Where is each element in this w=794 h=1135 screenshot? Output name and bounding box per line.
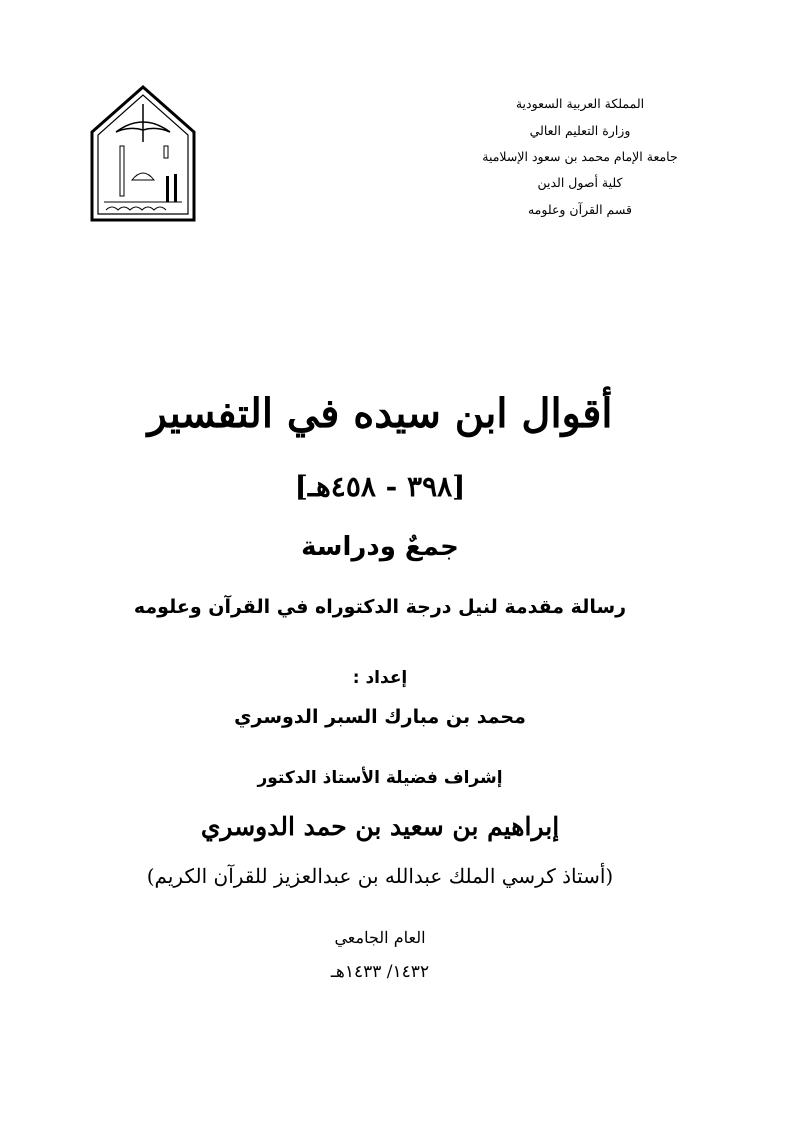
author-name: محمد بن مبارك السبر الدوسري [234, 706, 526, 728]
supervisor-title: (أستاذ كرسي الملك عبدالله بن عبدالعزيز للقرآن الكريم) [146, 864, 614, 888]
header-college: كلية أصول الدين [537, 175, 623, 190]
header-country: المملكة العربية السعودية [515, 96, 645, 111]
header-ministry: وزارة التعليم العالي [529, 123, 631, 138]
prepared-by-label: إعداد : [352, 668, 408, 688]
thesis-description: رسالة مقدمة لنيل درجة الدكتوراه في القرآن وعلومه [133, 596, 627, 618]
academic-year-label: العام الجامعي [334, 928, 426, 947]
academic-year: ١٤٣٢/ ١٤٣٣هـ [330, 962, 430, 982]
university-emblem-icon [88, 84, 198, 224]
subtitle: جمعٌ ودراسة [301, 532, 459, 562]
header-university: جامعة الإمام محمد بن سعود الإسلامية [482, 149, 678, 164]
supervisor-name: إبراهيم بن سعيد بن حمد الدوسري [200, 812, 560, 841]
supervision-label: إشراف فضيلة الأستاذ الدكتور [257, 768, 503, 788]
page-title: أقوال ابن سيده في التفسير [147, 390, 613, 437]
date-range: [٣٩٨ - ٤٥٨هـ] [294, 470, 466, 503]
header-department: قسم القرآن وعلومه [527, 202, 633, 217]
